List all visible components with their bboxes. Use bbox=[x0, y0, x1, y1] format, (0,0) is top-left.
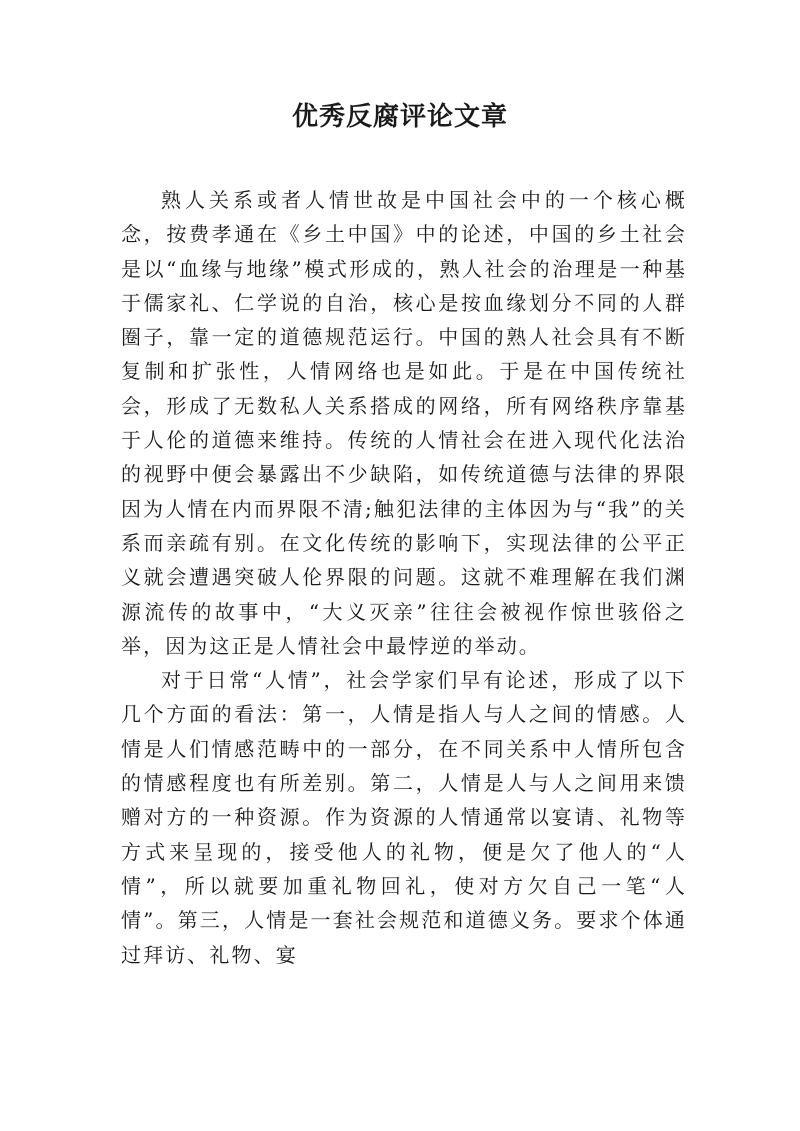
document-title: 优秀反腐评论文章 bbox=[291, 102, 508, 132]
paragraph-1: 熟人关系或者人情世故是中国社会中的一个核心概念，按费孝通在《乡土中国》中的论述，中国的乡土社会是以“血缘与地缘”模式形成的，熟人社会的治理是一种基于儒家礼、仁学说的自治，核心是按血缘划分不同的人群圈子，靠一定的道德规范运行。中国的熟人社会具有不断复制和扩张性，人情网络也是如此。于是在中国传统社会，形成了无数私人关系搭成的网络，所有网络秩序靠基于人伦的道德来维持。传统的人情社会在进入现代化法治的视野中便会暴露出不少缺陷，如传统道德与法律的界限因为人情在内而界限不清;触犯法律的主体因为与“我”的关系而亲疏有别。在文化传统的影响下，实现法律的公平正义就会遭遇突破人伦界限的问题。这就不难理解在我们渊源流传的故事中，“大义灭亲”往往会被视作惊世骇俗之举，因为这正是人情社会中最悖逆的举动。 bbox=[121, 188, 687, 658]
paragraph-2: 对于日常“人情”，社会学家们早有论述，形成了以下几个方面的看法：第一，人情是指人与人之间的情感。人情是人们情感范畴中的一部分，在不同关系中人情所包含的情感程度也有所差别。第二，人情是人与人之间用来馈赠对方的一种资源。作为资源的人情通常以宴请、礼物等方式来呈现的，接受他人的礼物，便是欠了他人的“人情”，所以就要加重礼物回礼，使对方欠自己一笔“人情”。第三，人情是一套社会规范和道德义务。要求个体通过拜访、礼物、宴 bbox=[121, 668, 687, 967]
document-body bbox=[121, 183, 687, 972]
